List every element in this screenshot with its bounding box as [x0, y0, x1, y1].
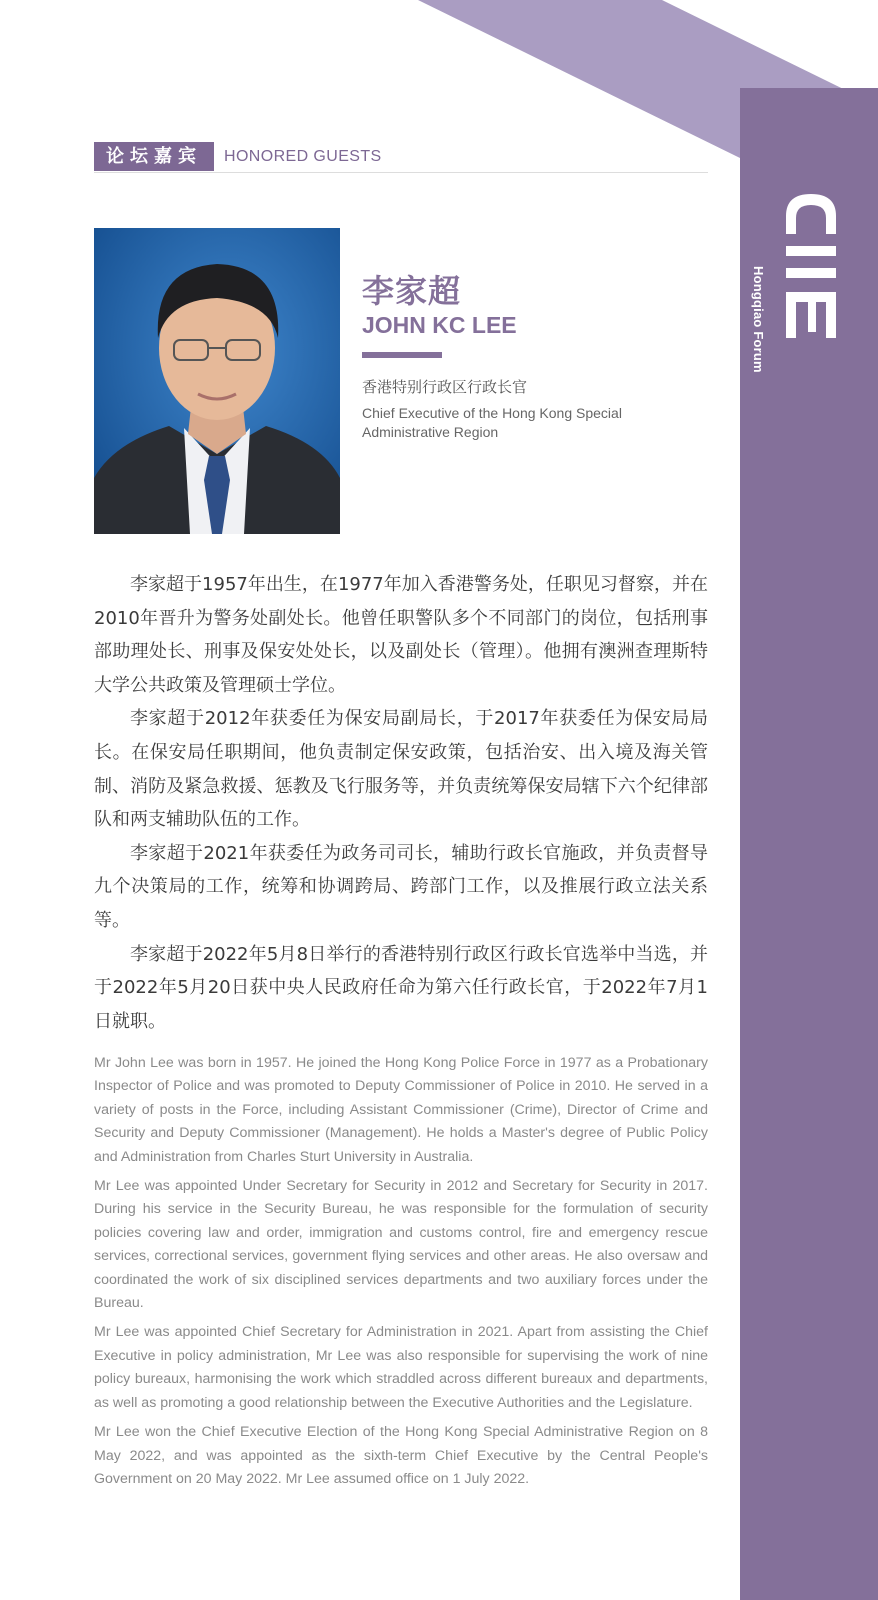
name-divider [362, 352, 442, 358]
bio-en-paragraph: Mr Lee won the Chief Executive Election of the Hong Kong Special Administrative Region on 8 May 2022, and was appointed as the sixth-term Chief Executive by the Central People's Government on 20 May 2022. Mr Lee assumed office on 1 July 2022. [94, 1424, 708, 1487]
portrait-image [94, 228, 340, 534]
section-tag-cn: 论坛嘉宾 [94, 142, 214, 171]
section-header [94, 142, 708, 173]
section-tag-en: HONORED GUESTS [224, 148, 382, 165]
guest-name-en: JOHN KC LEE [362, 312, 517, 338]
guest-name-cn: 李家超 [362, 272, 462, 310]
ciie-logo [780, 188, 842, 348]
guest-title-cn: 香港特别行政区行政长官 [362, 378, 528, 396]
guest-portrait [94, 228, 340, 534]
logo-subtitle: Hongqiao Forum [751, 266, 766, 373]
guest-title-en: Chief Executive of the Hong Kong Special Administrative Region [362, 405, 622, 440]
bio-cn-paragraph: 李家超于2022年5月8日举行的香港特别行政区行政长官选举中当选，并于2022年5月20日获中央人民政府任命为第六任行政长官，于2022年7月1日就职。 [94, 943, 708, 1032]
bio-cn-paragraph: 李家超于1957年出生，在1977年加入香港警务处，任职见习督察，并在2010年晋升为警务处副处长。他曾任职警队多个不同部门的岗位，包括刑事部助理处长、刑事及保安处处长，以及副处长（管理）。他拥有澳洲查理斯特大学公共政策及管理硕士学位。 [94, 574, 708, 696]
bio-cn-paragraph: 李家超于2012年获委任为保安局副局长，于2017年获委任为保安局局长。在保安局任职期间，他负责制定保安政策，包括治安、出入境及海关管制、消防及紧急救援、惩教及飞行服务等，并负责统筹保安局辖下六个纪律部队和两支辅助队伍的工作。 [94, 708, 708, 831]
bio-en-paragraph: Mr Lee was appointed Chief Secretary for Administration in 2021. Apart from assisting the Chief Executive in policy administration, Mr Lee was also responsible for supervising the work of nine policy bureaux, harmonising the work which straddled across different bureaux and departments, as well as promoting a good relationship between the Executive Authorities and the Legislature. [94, 1324, 708, 1411]
bio-en-paragraph: Mr John Lee was born in 1957. He joined the Hong Kong Police Force in 1977 as a Probationary Inspector of Police and was promoted to Deputy Commissioner of Police in 2010. He served in a variety of posts in the Force, including Assistant Commissioner (Crime), Director of Crime and Security and Deputy Commissioner (Management). He holds a Master's degree of Public Policy and Administration from Charles Sturt University in Australia. [94, 1055, 708, 1165]
biography-en [94, 1052, 708, 1497]
biography-cn [94, 568, 708, 1038]
bio-cn-paragraph: 李家超于2021年获委任为政务司司长，辅助行政长官施政，并负责督导九个决策局的工作，统筹和协调跨局、跨部门工作，以及推展行政立法关系等。 [94, 842, 708, 931]
bio-en-paragraph: Mr Lee was appointed Under Secretary for Security in 2012 and Secretary for Security in 2017. During his service in the Security Bureau, he was responsible for the formulation of security policies covering law and order, immigration and customs control, fire and emergency rescue services, correctional services, government flying services and other areas. He also oversaw and coordinated the work of six disciplined services departments and two auxiliary forces under the Bureau. [94, 1178, 708, 1312]
side-brand-band [740, 88, 878, 1600]
